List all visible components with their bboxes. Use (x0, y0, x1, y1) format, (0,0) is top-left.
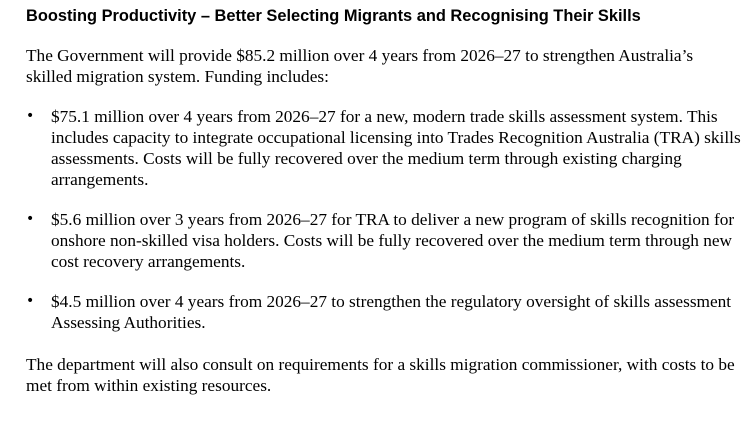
list-item (26, 209, 741, 272)
bullet-icon: • (26, 293, 35, 309)
section-heading: Boosting Productivity – Better Selecting Migrants and Recognising Their Skills (26, 7, 641, 25)
closing-paragraph: The department will also consult on requirements for a skills migration commissioner, with costs to be met from within existing resources. (26, 355, 735, 395)
list-item-text: $75.1 million over 4 years from 2026–27 for a new, modern trade skills assessment system. This includes capacity to integrate occupational licensing into Trades Recognition Australia (TRA) skills assessments. Costs will be fully recovered over the medium term through existing charging arrangements. (51, 107, 741, 189)
funding-list (26, 106, 741, 333)
document-page (26, 0, 741, 396)
list-item (26, 291, 741, 333)
intro-paragraph: The Government will provide $85.2 million over 4 years from 2026–27 to strengthen Australia’s skilled migration system. Funding includes: (26, 46, 694, 86)
list-item-text: $5.6 million over 3 years from 2026–27 for TRA to deliver a new program of skills recognition for onshore non-skilled visa holders. Costs will be fully recovered over the medium term through new cost recovery arrangements. (51, 210, 735, 271)
list-item (26, 106, 741, 190)
list-item-text: $4.5 million over 4 years from 2026–27 to strengthen the regulatory oversight of skills assessment Assessing Authorities. (51, 292, 732, 332)
bullet-icon: • (26, 108, 35, 124)
bullet-icon: • (26, 211, 35, 227)
